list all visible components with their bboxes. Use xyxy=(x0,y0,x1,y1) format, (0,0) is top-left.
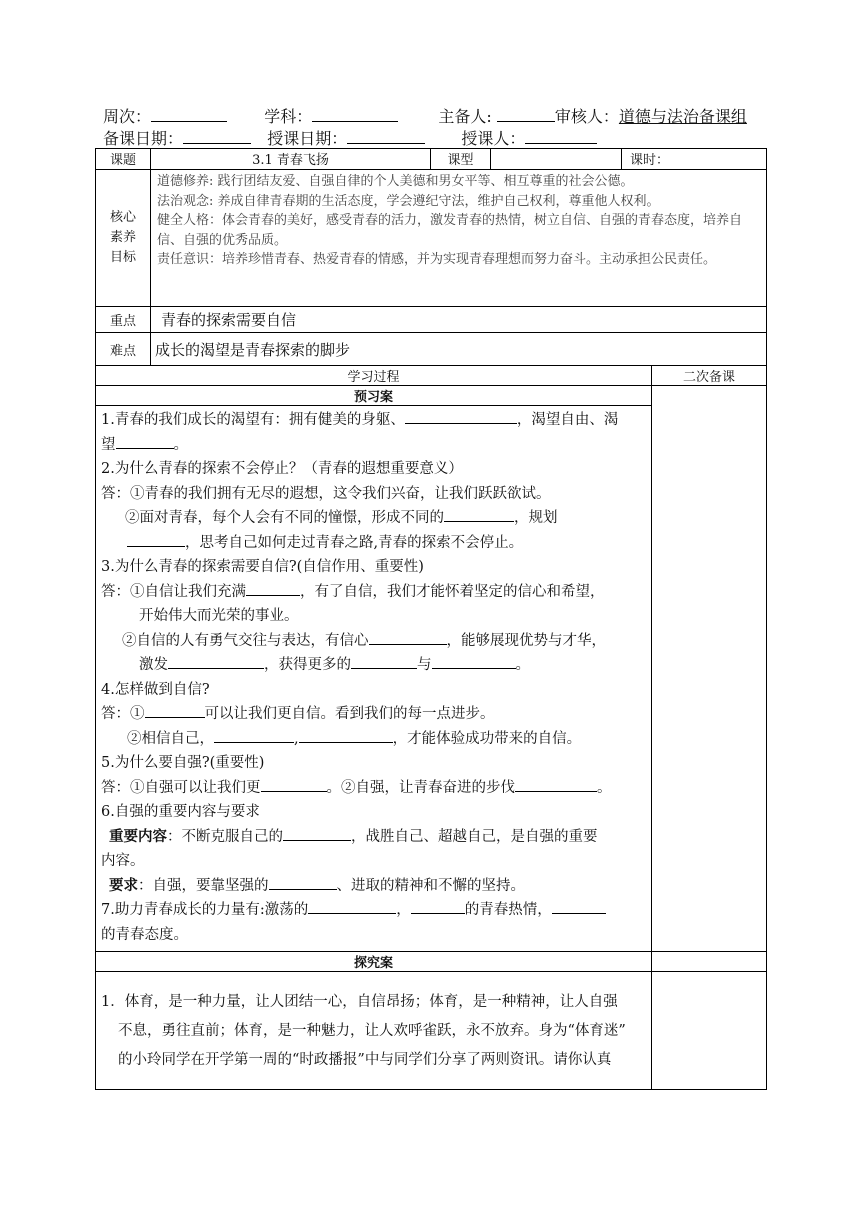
preparer-label: 主备人: xyxy=(438,107,492,126)
literacy-item: 道德修养: 践行团结友爱、自强自律的个人美德和男女平等、相互尊重的社会公德。 xyxy=(157,174,634,189)
q6-requirement: 要求：自强，要靠坚强的 、进取的精神和不懈的坚持。 xyxy=(109,876,525,894)
q7-line: 的青春态度。 xyxy=(101,926,188,943)
blank xyxy=(283,826,351,841)
literacy-item: 健全人格：体会青春的美好，感受青春的活力，激发青春的热情，树立自信、自强的青春态度，培养自信、自强的优秀品质。 xyxy=(157,213,743,248)
blank xyxy=(261,777,327,792)
explore-line: 1．体育，是一种力量，让人团结一心，自信昂扬；体育，是一种精神，让人自强 xyxy=(101,994,618,1010)
q6-line: 6.自强的重要内容与要求 xyxy=(101,804,260,820)
lesson-plan-table xyxy=(95,148,767,1090)
explore-body xyxy=(96,972,652,1090)
explore-title: 探究案 xyxy=(96,952,652,972)
hours-label: 课时： xyxy=(622,149,767,170)
q5-answer: 答：①自强可以让我们更 。②自强，让青春奋进的步伐 。 xyxy=(101,776,646,801)
topic-label: 课题 xyxy=(96,149,151,170)
blank xyxy=(145,703,205,718)
blank xyxy=(369,630,447,645)
q2-line: 2.为什么青春的探索不会停止？（青春的遐想重要意义） xyxy=(101,461,463,477)
q4-answer: ②相信自己， , ，才能体验成功带来的自信。 xyxy=(101,727,646,752)
teacher-blank xyxy=(525,127,597,144)
blank xyxy=(168,654,264,669)
blank xyxy=(432,654,516,669)
week-blank xyxy=(151,105,227,122)
preparer-blank xyxy=(497,105,555,122)
q1-line: 望 。 xyxy=(101,433,646,458)
reviewer-value: 道德与法治备课组 xyxy=(618,107,747,126)
header-line-1 xyxy=(103,104,747,127)
reviewer-label: 审核人： xyxy=(554,107,619,126)
type-label: 课型 xyxy=(431,149,491,170)
second-prep-explore-title-cell xyxy=(652,952,767,972)
q6-content: 内容。 xyxy=(101,853,145,869)
subject-blank xyxy=(312,105,398,122)
blank xyxy=(308,899,396,914)
prep-date-label: 备课日期： xyxy=(103,129,184,148)
q6-content: 重要内容：不断克服自己的 ，战胜自己、超越自己，是自强的重要 xyxy=(109,827,598,845)
q3-line: 3.为什么青春的探索需要自信?(自信作用、重要性) xyxy=(101,559,424,575)
difficult-point-label: 难点 xyxy=(96,333,151,366)
blank xyxy=(269,875,337,890)
blank xyxy=(299,728,393,743)
q3-answer: 激发 ，获得更多的 与 。 xyxy=(101,653,646,678)
second-prep-column xyxy=(652,386,767,952)
blank xyxy=(214,728,294,743)
blank xyxy=(127,532,185,547)
blank xyxy=(116,434,174,449)
q1-line: 1.青春的我们成长的渴望有：拥有健美的身躯、 ，渴望自由、渴 xyxy=(101,408,646,433)
topic-value: 3.1 青春飞扬 xyxy=(151,149,431,170)
process-title: 学习过程 xyxy=(96,366,652,386)
q7-line: 7.助力青春成长的力量有:激荡的 ， 的青春热情， xyxy=(101,898,646,923)
week-label: 周次： xyxy=(103,107,152,126)
q2-answer: ，思考自己如何走过青春之路,青春的探索不会停止。 xyxy=(101,531,646,556)
explore-line: 的小玲同学在开学第一周的“时政播报”中与同学们分享了两则资讯。请你认真 xyxy=(118,1052,612,1068)
q4-line: 4.怎样做到自信? xyxy=(101,681,210,698)
second-prep-explore-cell xyxy=(652,972,767,1090)
teacher-label: 授课人： xyxy=(461,129,526,148)
blank xyxy=(411,899,465,914)
key-point-label: 重点 xyxy=(96,307,151,333)
literacy-content xyxy=(151,170,767,307)
prep-date-blank xyxy=(183,127,251,144)
q3-answer: 答：①自信让我们充满 ，有了自信，我们才能怀着坚定的信心和希望， xyxy=(101,580,646,605)
blank xyxy=(405,409,517,424)
literacy-label: 核心素养目标 xyxy=(96,170,151,307)
subject-label: 学科： xyxy=(264,107,313,126)
teach-date-blank xyxy=(347,127,425,144)
q2-answer: 答：①青春的我们拥有无尽的遐想，这令我们兴奋，让我们跃跃欲试。 xyxy=(101,485,551,502)
type-value xyxy=(491,149,622,170)
teach-date-label: 授课日期： xyxy=(267,129,348,148)
blank xyxy=(444,507,514,522)
literacy-item: 责任意识：培养珍惜青春、热爱青春的情感，并为实现青春理想而努力奋斗。主动承担公民责任。 xyxy=(157,252,717,267)
blank xyxy=(246,581,300,596)
q2-answer: ②面对青春，每个人会有不同的憧憬，形成不同的 ，规划 xyxy=(101,506,646,531)
literacy-item: 法治观念: 养成自律青春期的生活态度，学会遵纪守法，维护自己权利，尊重他人权利。 xyxy=(157,193,660,209)
header-line-2 xyxy=(103,126,597,149)
q3-answer: ②自信的人有勇气交往与表达，有信心 ，能够展现优势与才华， xyxy=(101,629,646,654)
blank xyxy=(351,654,417,669)
blank xyxy=(515,777,597,792)
q4-answer: 答：① 可以让我们更自信。看到我们的每一点进步。 xyxy=(101,702,646,727)
difficult-point-value: 成长的渴望是青春探索的脚步 xyxy=(151,333,767,366)
explore-line: 不息，勇往直前；体育，是一种魅力，让人欢呼雀跃，永不放弃。身为“体育迷” xyxy=(118,1023,626,1039)
blank xyxy=(552,899,606,914)
key-point-value: 青春的探索需要自信 xyxy=(151,307,767,333)
second-prep-title: 二次备课 xyxy=(652,366,767,386)
preview-title: 预习案 xyxy=(96,386,652,406)
q3-answer: 开始伟大而光荣的事业。 xyxy=(139,608,299,624)
q5-line: 5.为什么要自强?(重要性) xyxy=(101,755,265,771)
preview-body xyxy=(96,406,652,952)
